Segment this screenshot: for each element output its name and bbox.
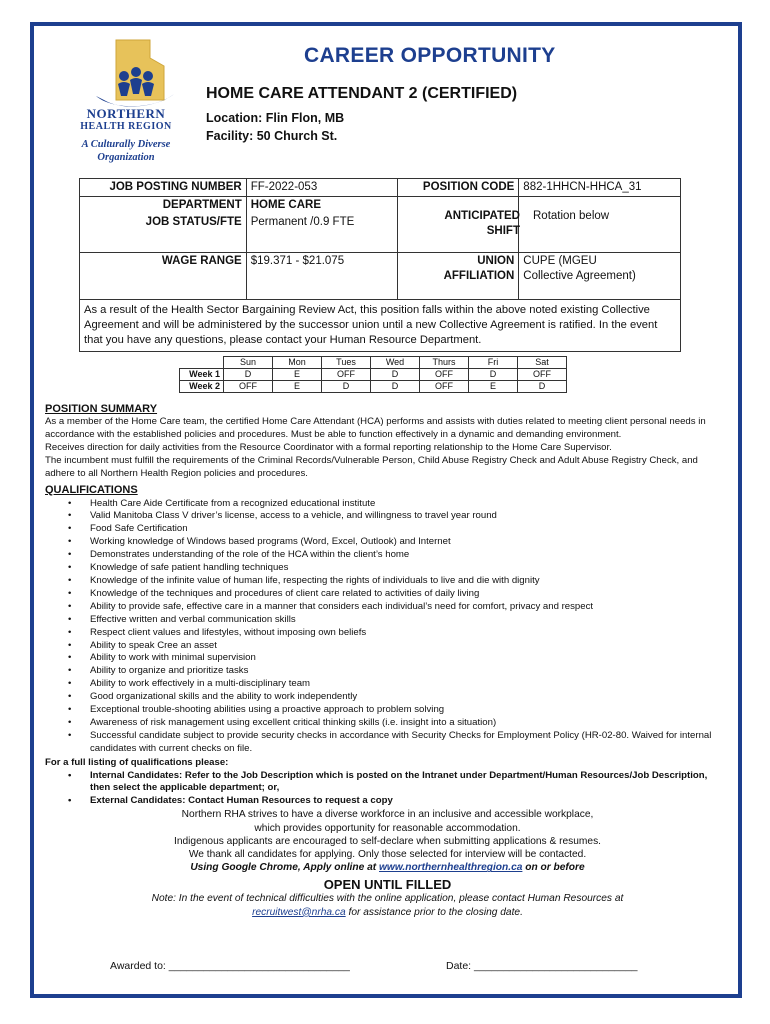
job-info-table [79,178,681,352]
org-tagline-line2: Organization [97,152,155,163]
list-item: • Ability to provide safe, effective care in a manner that considers each individual’s need for comfort, privacy and respect [90,601,730,614]
list-item: • Knowledge of safe patient handling techniques [90,562,730,575]
shift-value: Rotation below [533,210,610,222]
apply-suffix: on or before [522,862,585,874]
closing-line: Indigenous applicants are encouraged to self-declare when submitting applications & resumes. [174,835,601,847]
page-title: CAREER OPPORTUNITY [304,44,556,67]
job-status-label: JOB STATUS/FTE [80,214,247,253]
external-candidates-item: • External Candidates: Contact Human Resources to request a copy [90,795,730,808]
day-header: Mon [273,357,322,369]
shift-cell: E [469,381,518,393]
list-item: • Working knowledge of Windows based programs (Word, Excel, Outlook) and Internet [90,536,730,549]
union-label [398,253,519,300]
shift-cell: OFF [322,369,371,381]
qualifications-list [45,498,730,756]
shift-cell: D [371,381,420,393]
org-tagline-line1: A Culturally Diverse [81,139,171,150]
list-item: • Ability to work with minimal supervision [90,652,730,665]
list-item: • Valid Manitoba Class V driver’s license, access to a vehicle, and willingness to travel year round [90,510,730,523]
day-header: Sat [518,357,567,369]
list-item: • Successful candidate subject to provide security checks in accordance with Security Checks for Employment Policy (HR-02-80. Waived for internal candidates with current checks on file. [90,730,730,756]
department: HOME CARE [246,197,398,215]
union-label-line1: UNION [477,255,515,267]
summary-paragraph: The incumbent must fulfill the requirements of the Criminal Records/Vulnerable Person, Child Abuse Registry Check and Adult Abuse Registry Check, and adhere to all Northern Health Region policies and procedures. [45,454,698,479]
body-content [45,402,730,920]
wage-range: $19.371 - $21.075 [246,253,398,300]
list-item: • Ability to speak Cree an asset [90,640,730,653]
job-status: Permanent /0.9 FTE [246,214,398,253]
day-header: Thurs [420,357,469,369]
job-posting-number: FF-2022-053 [246,179,398,197]
shift-label-line2: SHIFT [486,225,520,237]
shift-cell: D [322,381,371,393]
list-item: • Knowledge of the techniques and procedures of client care related to activities of daily living [90,588,730,601]
location: Location: Flin Flon, MB [206,111,345,125]
union-line2: Collective Agreement) [523,270,636,282]
list-item: • Knowledge of the infinite value of human life, respecting the rights of individuals to live and die with dignity [90,575,730,588]
recruit-email-link[interactable]: recruitwest@nrha.ca [252,906,346,918]
closing-line: We thank all candidates for applying. Only those selected for interview will be contacted. [188,849,587,861]
list-item: • Ability to work effectively in a multi-disciplinary team [90,678,730,691]
shift-cell: OFF [420,369,469,381]
closing-statement [45,808,730,874]
full-listing-heading: For a full listing of qualifications please: [45,756,229,768]
day-header: Sun [224,357,273,369]
position-summary-heading: POSITION SUMMARY [45,403,158,415]
department-label: DEPARTMENT [80,197,247,215]
note-suffix: for assistance prior to the closing date. [345,906,523,918]
shift-schedule-table [179,356,567,393]
qualifications-heading: QUALIFICATIONS [45,483,138,496]
shift-cell: E [273,381,322,393]
position-code: 882-1HHCN-HHCA_31 [519,179,681,197]
list-item: • Demonstrates understanding of the role of the HCA within the client’s home [90,549,730,562]
note-prefix: Note: In the event of technical difficulties with the online application, please contact Human Resources at [151,892,624,904]
job-title: HOME CARE ATTENDANT 2 (CERTIFIED) [206,85,518,102]
awarded-to-field: Awarded to: _______________________________ [110,960,350,972]
bargaining-note: As a result of the Health Sector Bargaining Review Act, this position falls within the above noted existing Collective Agreement and will be administered by the successor union until a new Collective Agreement is ratified. In the event that you have any questions, please contact your Human Resource Department. [80,300,681,352]
list-item: • Food Safe Certification [90,523,730,536]
summary-paragraph: As a member of the Home Care team, the certified Home Care Attendant (HCA) performs and assists with duties related to meeting client personal needs in accordance with the established policies and procedures. Must be able to function effectively in a dynamic and demanding environment. [45,416,706,440]
full-listing-list [45,770,730,809]
logo-text [62,106,190,164]
list-item: • Effective written and verbal communication skills [90,614,730,627]
position-code-label: POSITION CODE [398,179,519,197]
list-item: • Respect client values and lifestyles, without imposing own beliefs [90,627,730,640]
open-until-filled: OPEN UNTIL FILLED [323,876,452,892]
day-header: Fri [469,357,518,369]
apply-prefix: Using Google Chrome, Apply online at [190,862,379,874]
shift-cell: D [518,381,567,393]
summary-paragraph: Receives direction for daily activities from the Resource Coordinator with a formal reporting relationship to the Home Care Supervisor. [45,441,612,453]
org-name-line1: NORTHERN [86,106,166,121]
website-link[interactable]: www.northernhealthregion.ca [379,862,523,874]
apply-line [45,861,730,874]
list-item: • Exceptional trouble-shooting abilities using a proactive approach to problem solving [90,704,730,717]
week-label: Week 2 [180,381,224,393]
shift-cell: OFF [518,369,567,381]
schedule-week-row [180,381,567,393]
schedule-header-row [180,357,567,369]
closing-line: which provides opportunity for reasonable accommodation. [254,822,521,834]
date-field: Date: ____________________________ [446,960,638,972]
wage-range-label: WAGE RANGE [80,253,247,300]
union-label-line2: AFFILIATION [443,270,515,282]
list-item: • Ability to organize and prioritize tasks [90,665,730,678]
internal-candidates-item: • Internal Candidates: Refer to the Job Description which is posted on the Intranet under Department/Human Resources/Job Description, then select the applicable department; or, [90,770,730,796]
shift-label-line1: ANTICIPATED [444,210,520,222]
job-posting-number-label: JOB POSTING NUMBER [80,179,247,197]
union-line1: CUPE (MGEU [523,255,597,267]
list-item: • Awareness of risk management using excellent critical thinking skills (i.e. insight into a situation) [90,717,730,730]
shift-cell: E [273,369,322,381]
closing-line: Northern RHA strives to have a diverse workforce in an inclusive and accessible workplace, [181,809,594,821]
shift-cell: D [371,369,420,381]
shift-cell: D [224,369,273,381]
list-item: • Health Care Aide Certificate from a recognized educational institute [90,498,730,511]
list-item: • Good organizational skills and the ability to work independently [90,691,730,704]
shift-cell: D [469,369,518,381]
technical-note [45,892,730,920]
facility: Facility: 50 Church St. [206,129,338,143]
shift-cell: OFF [224,381,273,393]
day-header: Wed [371,357,420,369]
week-label: Week 1 [180,369,224,381]
shift-label [406,209,520,239]
union-affiliation [519,253,681,300]
schedule-week-row [180,369,567,381]
org-name-line2: HEALTH REGION [80,121,172,132]
shift-cell: OFF [420,381,469,393]
day-header: Tues [322,357,371,369]
